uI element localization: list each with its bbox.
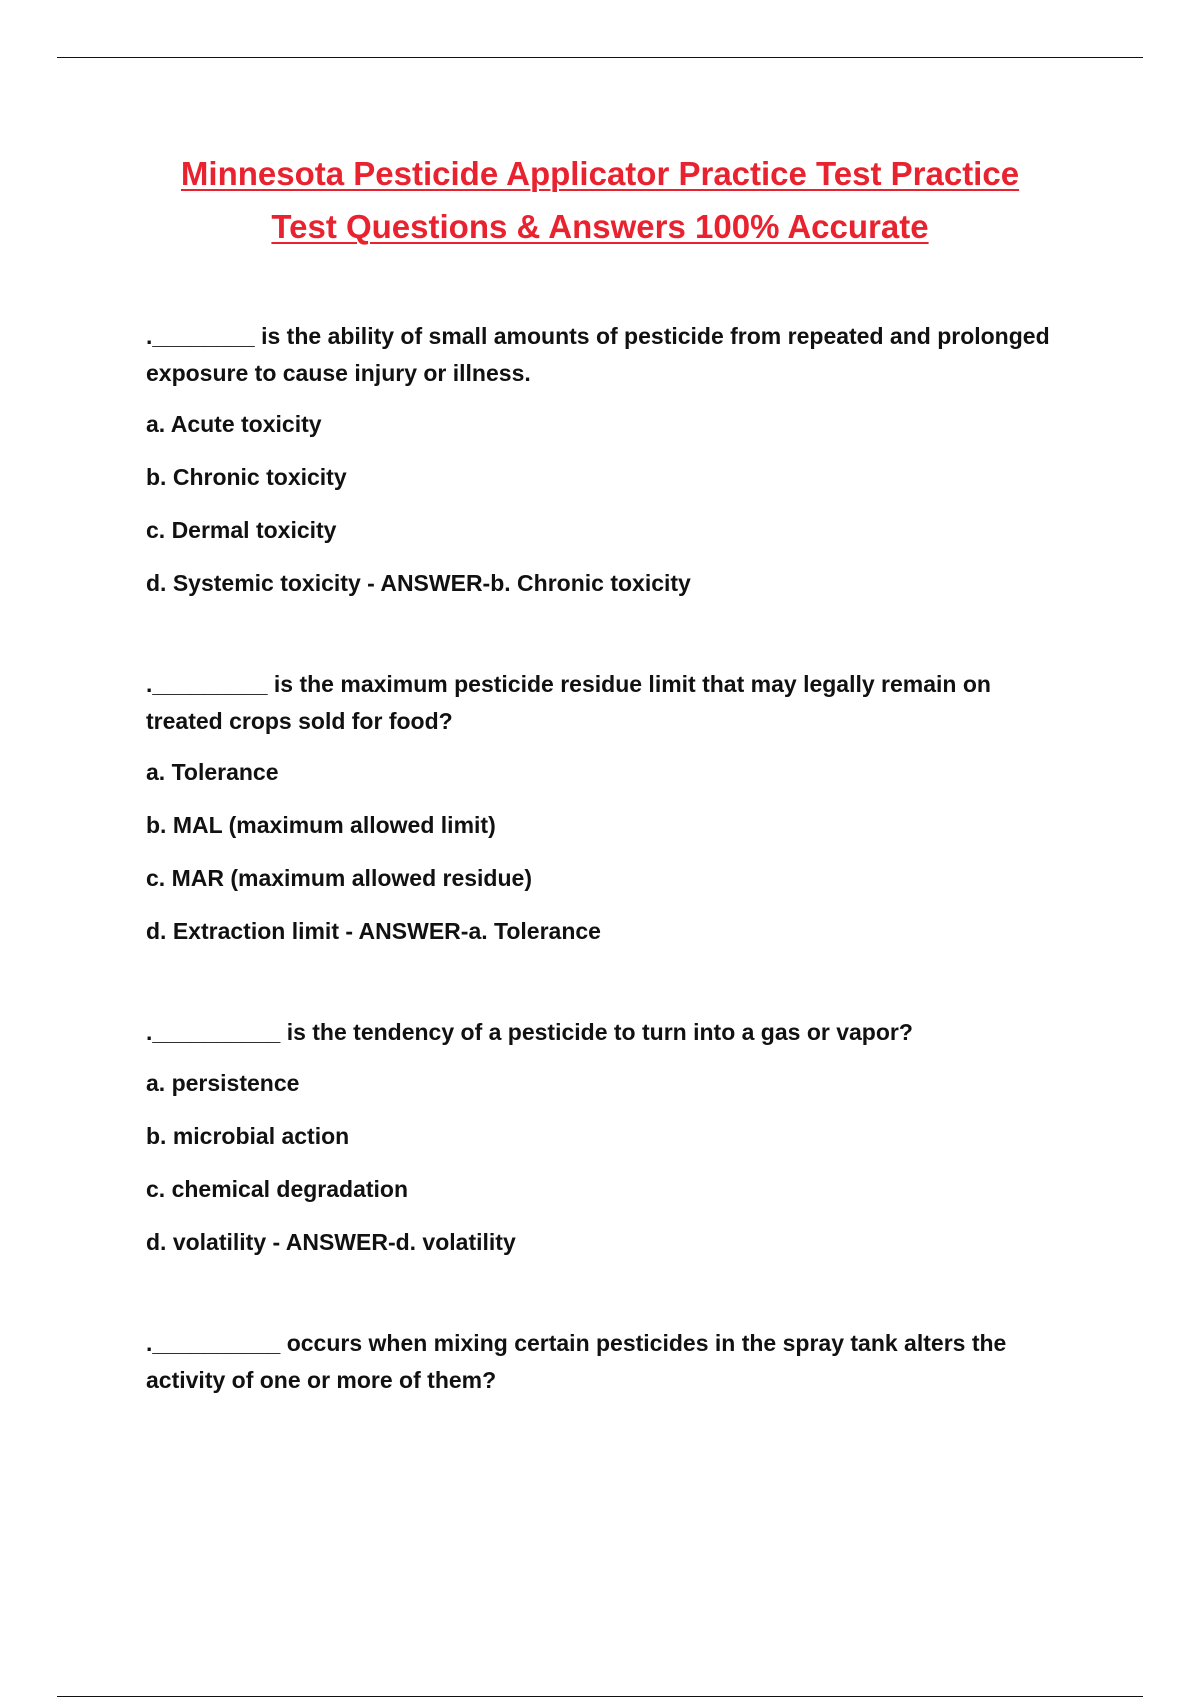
answer-option-a: a. persistence: [146, 1070, 300, 1096]
question-block-1: [146, 318, 1071, 602]
answer-option-a: a. Tolerance: [146, 759, 279, 785]
question-block-4: [146, 1325, 1071, 1399]
question-list: [146, 318, 1071, 1463]
question-block-3: [146, 1014, 1071, 1261]
answer-option-c: c. Dermal toxicity: [146, 517, 337, 543]
title-line-2: Test Questions & Answers 100% Accurate: [271, 208, 929, 245]
page-title: [100, 147, 1100, 253]
bottom-divider: [57, 1696, 1143, 1697]
answer-option-b: b. microbial action: [146, 1123, 350, 1149]
answer-option-d: d. volatility - ANSWER-d. volatility: [146, 1229, 516, 1255]
top-divider: [57, 57, 1143, 58]
answer-option-a: a. Acute toxicity: [146, 411, 322, 437]
question-block-2: [146, 666, 1071, 950]
answer-option-d: d. Systemic toxicity - ANSWER-b. Chronic toxicity: [146, 570, 691, 596]
answer-option-d: d. Extraction limit - ANSWER-a. Tolerance: [146, 918, 601, 944]
question-text: .__________ is the tendency of a pesticide to turn into a gas or vapor?: [146, 1019, 913, 1045]
question-text: .________ is the ability of small amounts of pesticide from repeated and prolonged exposure to cause injury or illness.: [146, 323, 1050, 386]
answer-option-c: c. chemical degradation: [146, 1176, 409, 1202]
question-text: .__________ occurs when mixing certain pesticides in the spray tank alters the activity of one or more of them?: [146, 1330, 1007, 1393]
answer-option-b: b. Chronic toxicity: [146, 464, 347, 490]
answer-option-c: c. MAR (maximum allowed residue): [146, 865, 532, 891]
title-line-1: Minnesota Pesticide Applicator Practice Test Practice: [180, 155, 1020, 192]
answer-option-b: b. MAL (maximum allowed limit): [146, 812, 496, 838]
question-text: ._________ is the maximum pesticide residue limit that may legally remain on treated crops sold for food?: [146, 671, 991, 734]
